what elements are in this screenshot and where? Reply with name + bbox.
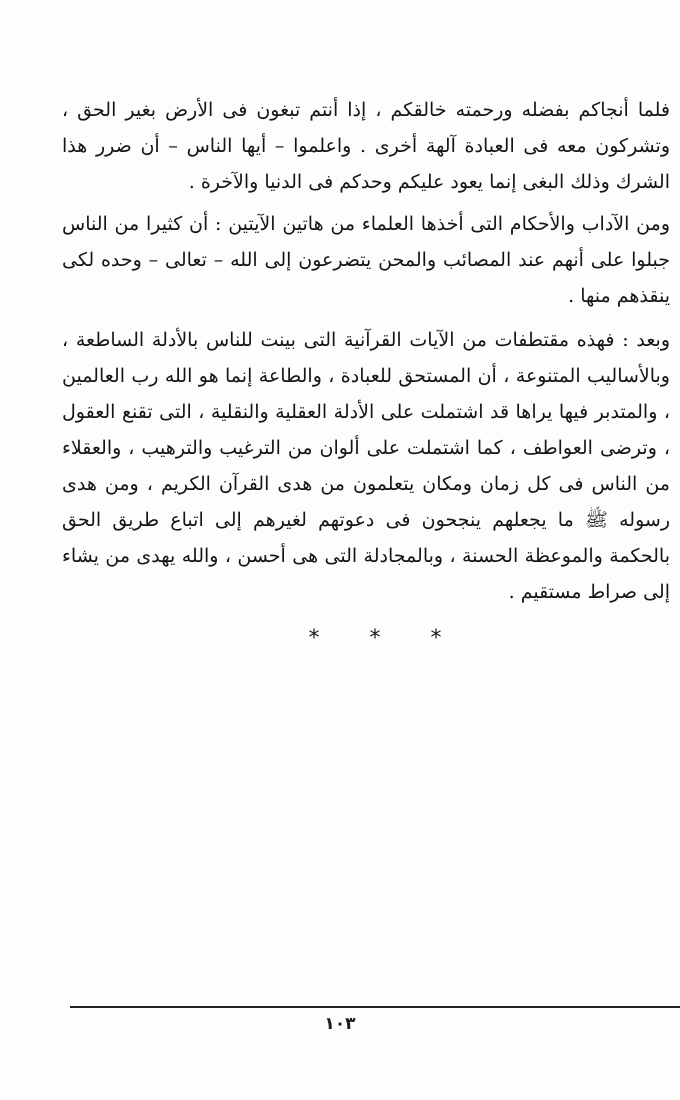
paragraph-1 [62, 92, 670, 200]
asterisk: * [308, 626, 320, 651]
asterisk: * [369, 626, 381, 651]
asterisk: * [430, 626, 442, 651]
paragraph-text: ومن الآداب والأحكام التى أخذها العلماء من هاتين الآيتين : أن كثيرا من الناس جبلوا على أنهم عند المصائب والمحن يتضرعون إلى الله – تعالى – وحده لكى ينقذهم منها . [62, 213, 670, 307]
page-number: ١٠٣ [324, 1014, 356, 1034]
section-separator [300, 626, 450, 651]
paragraph-text: وبعد : فهذه مقتطفات من الآيات القرآنية التى بينت للناس بالأدلة الساطعة ، وبالأساليب المتنوعة ، أن المستحق للعبادة ، والطاعة إنما هو الله رب العالمين ، والمتدبر فيها يراها قد اشتملت على الأدلة العقلية والنقلية ، التى تقنع العقول ، وترضى العواطف ، كما اشتملت على ألوان من الترغيب والترهيب ، والعقلاء من الناس فى كل زمان ومكان يتعلمون من هدى القرآن الكريم ، ومن هدى رسوله ﷺ ما يجعلهم ينجحون فى دعوتهم لغيرهم إلى اتباع طريق الحق بالحكمة والموعظة الحسنة ، وبالمجادلة التى هى أحسن ، والله يهدى من يشاء إلى صراط مستقيم . [62, 329, 670, 603]
paragraph-3 [62, 322, 670, 610]
footer-rule [70, 1006, 680, 1008]
paragraph-2 [62, 206, 670, 314]
paragraph-text: فلما أنجاكم بفضله ورحمته خالقكم ، إذا أنتم تبغون فى الأرض بغير الحق ، وتشركون معه فى العبادة آلهة أخرى . واعلموا – أيها الناس – أن ضرر هذا الشرك وذلك البغى إنما يعود عليكم وحدكم فى الدنيا والآخرة . [62, 99, 670, 193]
